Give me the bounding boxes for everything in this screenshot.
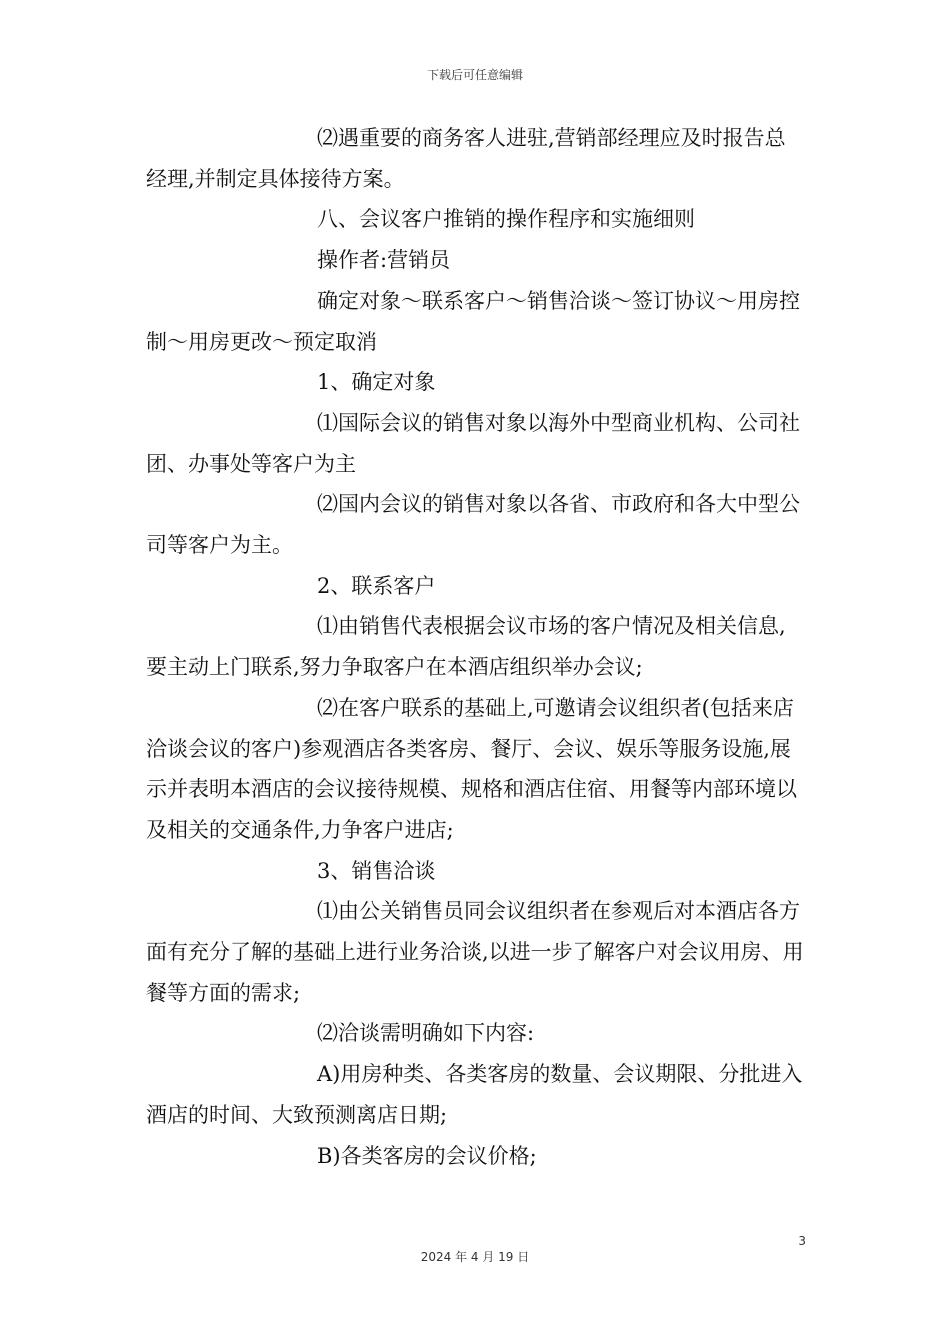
paragraph: ⑴由公关销售员同会议组织者在参观后对本酒店各方面有充分了解的基础上进行业务洽谈,以进一步了解客户对会议用房、用餐等方面的需求; <box>146 899 804 1005</box>
subheading: 2、联系客户 <box>317 573 436 598</box>
paragraph: ⑴由销售代表根据会议市场的客户情况及相关信息,要主动上门联系,努力争取客户在本酒店组织举办会议; <box>146 614 786 680</box>
paragraph: ⑵在客户联系的基础上,可邀请会议组织者(包括来店洽谈会议的客户)参观酒店各类客房、餐厅、会议、娱乐等服务设施,展示并表明本酒店的会议接待规模、规格和酒店住宿、用餐等内部环境以及相关的交通条件,力争客户进店; <box>146 695 797 842</box>
paragraph: B)各类客房的会议价格; <box>317 1143 537 1168</box>
paragraph: ⑵洽谈需明确如下内容: <box>317 1021 535 1046</box>
page-number: 3 <box>798 1234 806 1248</box>
subheading: 1、确定对象 <box>317 370 436 395</box>
paragraph: 确定对象～联系客户～销售洽谈～签订协议～用房控制～用房更改～预定取消 <box>146 288 800 354</box>
paragraph: A)用房种类、各类客房的数量、会议期限、分批进入酒店的时间、大致预测离店日期; <box>146 1062 803 1127</box>
document-body <box>146 118 806 1176</box>
subheading: 3、销售洽谈 <box>317 858 436 883</box>
section-heading: 八、会议客户推销的操作程序和实施细则 <box>317 207 695 232</box>
page-header: 下载后可任意编辑 <box>426 68 523 82</box>
page-footer-date: 2024 年 4 月 19 日 <box>420 1250 530 1264</box>
paragraph: ⑴国际会议的销售对象以海外中型商业机构、公司社团、办事处等客户为主 <box>146 410 800 476</box>
paragraph: ⑵遇重要的商务客人进驻,营销部经理应及时报告总经理,并制定具体接待方案。 <box>146 126 786 191</box>
paragraph: 操作者:营销员 <box>317 248 451 273</box>
paragraph: ⑵国内会议的销售对象以各省、市政府和各大中型公司等客户为主。 <box>146 492 800 558</box>
